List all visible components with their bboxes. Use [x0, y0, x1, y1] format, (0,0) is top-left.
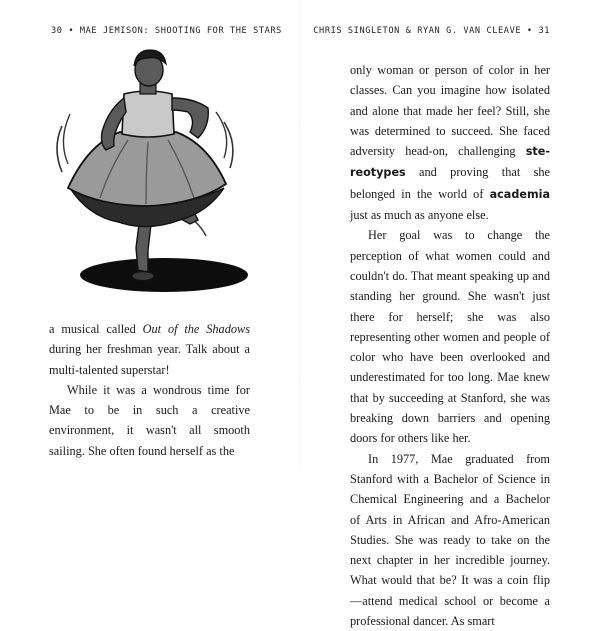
glossary-term-academia: academia [489, 187, 550, 201]
paragraph [49, 319, 250, 380]
paragraph: While it was a wondrous time for Mae to be in such a creative environment, it wasn't all smooth sailing. She often found herself as the [49, 382, 250, 458]
right-page [300, 0, 600, 629]
text-run: just as much as anyone else. [350, 208, 489, 223]
running-head-right: CHRIS SINGLETON & RYAN G. VAN CLEAVE • 31 [313, 26, 550, 36]
glossary-term-stereotypes: ste-reotypes [350, 145, 550, 180]
musical-title: Out of the Shadows [142, 322, 250, 336]
left-page-text [49, 319, 250, 461]
text-run: and proving that she belonged in the world of [350, 165, 550, 201]
paragraph: In 1977, Mae graduated from Stanford with a Bachelor of Science in Chemical Engineering and a Bachelor of Arts in African and Afro-American Studies. She was ready to take on the next chapter in her incredible journey. What would that be? It was a coin flip—attend medical school or become a professional dancer. As smart [350, 451, 550, 629]
left-page [0, 0, 300, 467]
paragraph [350, 60, 550, 225]
running-head-left: 30 • MAE JEMISON: SHOOTING FOR THE STARS [51, 26, 282, 36]
text-run: during her freshman year. Talk about a multi-talented superstar! [49, 342, 250, 377]
right-page-text [350, 60, 550, 631]
text-run: a musical called [49, 322, 143, 336]
dancer-illustration [48, 48, 248, 300]
text-run: only woman or person of color in her classes. Can you imagine how isolated and alone that made her feel? Still, she was determined to succeed. She faced adversity head-on, challenging [350, 63, 550, 159]
floor-shadow [80, 258, 248, 292]
paragraph: Her goal was to change the perception of what women could and couldn't do. That meant speaking up and standing her ground. She wasn't just there for herself; she was also representing other women and people of color who have been overlooked and underestimated for too long. Mae knew that by succeeding at Stanford, she was breaking down barriers and opening doors for others like her. [350, 228, 550, 446]
